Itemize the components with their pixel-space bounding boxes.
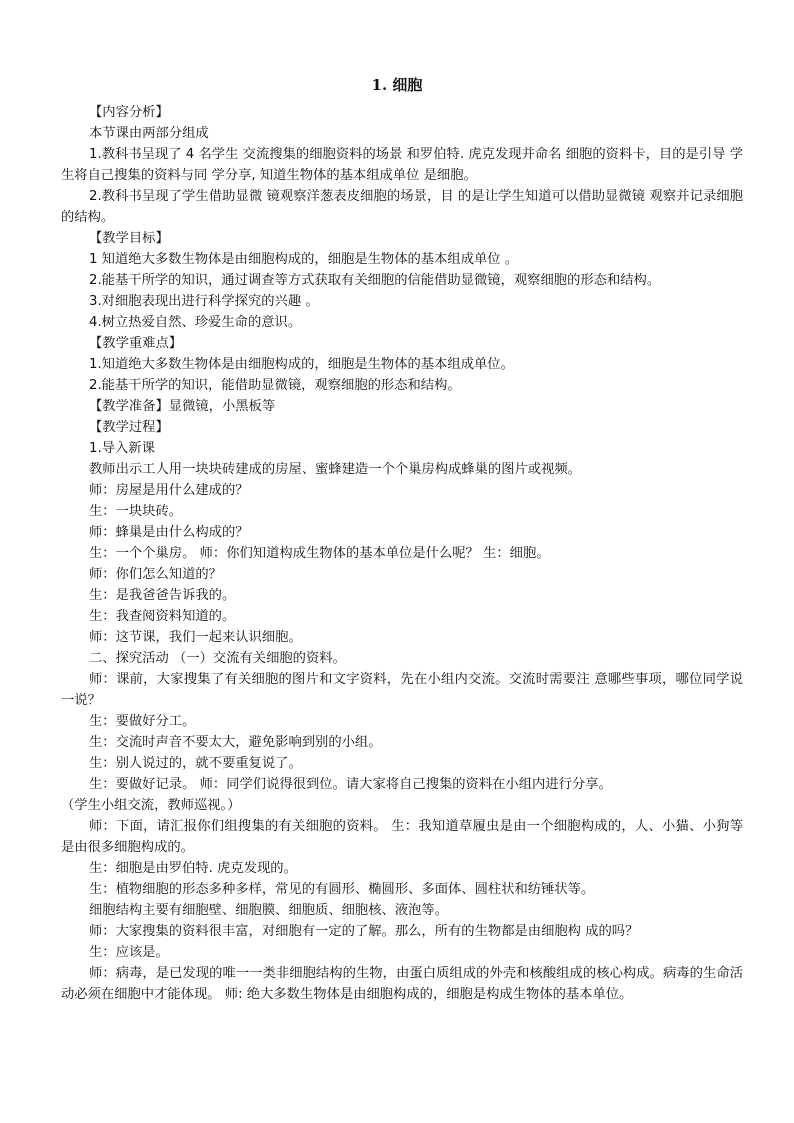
paragraph: 二、探究活动 （一）交流有关细胞的资料。: [89, 651, 346, 666]
paragraph: 生：要做好分工。: [89, 714, 196, 729]
paragraph: 生：别人说过的，就不要重复说了。: [89, 756, 302, 771]
paragraph: 师：房屋是用什么建成的？: [89, 483, 249, 498]
paragraph: 【教学重难点】: [89, 336, 183, 351]
paragraph: 师：课前，大家搜集了有关细胞的图片和文字资料，先在小组内交流。交流时需要注 意哪些事项，哪位同学说一说？: [61, 672, 743, 708]
paragraph: 1.导入新课: [89, 441, 155, 456]
paragraph: 本节课由两部分组成: [89, 126, 209, 141]
paragraph: 3.对细胞表现出进行科学探究的兴趣 。: [89, 294, 319, 309]
paragraph: 生：我查阅资料知道的。: [89, 609, 236, 624]
paragraph: 师：蜂巢是由什么构成的？: [89, 525, 249, 540]
paragraph: 生：细胞是由罗伯特. 虎克发现的。: [89, 861, 297, 876]
paragraph: 师：你们怎么知道的？: [89, 567, 222, 582]
paragraph: 生：一个个巢房。 师：你们知道构成生物体的基本单位是什么呢？ 生：细胞。: [89, 546, 550, 561]
paragraph: 生：植物细胞的形态多种多样，常见的有圆形、椭圆形、多面体、圆柱状和纺锤状等。: [89, 882, 595, 897]
paragraph: 生：应该是。: [89, 945, 169, 960]
paragraph: 2.能基干所学的知识，能借助显微镜，观察细胞的形态和结构。: [89, 378, 461, 393]
paragraph: 师：病毒，是已发现的唯一一类非细胞结构的生物，由蛋白质组成的外壳和核酸组成的核心构成。病毒的生命活动必须在细胞中才能体现。 师: 绝大多数生物体是由细胞构成的，细胞是构成生物体的基本单位。: [61, 966, 743, 1002]
paragraph: 【教学准备】显微镜，小黑板等: [89, 399, 276, 414]
paragraph: 1.知道绝大多数生物体是由细胞构成的，细胞是生物体的基本组成单位。: [89, 357, 514, 372]
paragraph: 教师出示工人用一块块砖建成的房屋、蜜蜂建造一个个巢房构成蜂巢的图片或视频。: [89, 462, 581, 477]
paragraph: 1 知道绝大多数生物体是由细胞构成的，细胞是生物体的基本组成单位 。: [89, 252, 519, 267]
paragraph: 细胞结构主要有细胞壁、细胞膜、细胞质、细胞核、液泡等。: [89, 903, 449, 918]
document-body: [61, 102, 743, 1005]
paragraph: 【内容分析】: [89, 105, 169, 120]
paragraph: 4.树立热爱自然、珍爱生命的意识。: [89, 315, 302, 330]
paragraph: 【教学目标】: [89, 231, 169, 246]
paragraph: 2.能基干所学的知识，通过调查等方式获取有关细胞的信能借助显微镜，观察细胞的形态和结构。: [89, 273, 661, 288]
paragraph: 生：交流时声音不要太大，避免影响到别的小组。: [89, 735, 382, 750]
paragraph: 【教学过程】: [89, 420, 169, 435]
paragraph: 师：这节课，我们一起来认识细胞。: [89, 630, 302, 645]
paragraph: 生：一块块砖。: [89, 504, 183, 519]
paragraph: 师：大家搜集的资料很丰富，对细胞有一定的了解。那么，所有的生物都是由细胞构 成的吗？: [89, 924, 639, 939]
paragraph: （学生小组交流，教师巡视。）: [61, 798, 241, 813]
paragraph: 2.教科书呈现了学生借助显微 镜观察洋葱表皮细胞的场景，目 的是让学生知道可以借助显微镜 观察并记录细胞的结构。: [61, 189, 743, 225]
paragraph: 生：是我爸爸告诉我的。: [89, 588, 236, 603]
paragraph: 1.教科书呈现了 4 名学生 交流搜集的细胞资料的场景 和罗伯特. 虎克发现并命名 细胞的资料卡，目的是引导 学生将自己搜集的资料与同 学分享, 知道生物体的基本组成单位 是细胞。: [61, 147, 743, 183]
page-title: 1. 细胞: [371, 76, 423, 94]
paragraph: 生：要做好记录。 师：同学们说得很到位。请大家将自己搜集的资料在小组内进行分享。: [89, 777, 612, 792]
paragraph: 师：下面，请汇报你们组搜集的有关细胞的资料。 生：我知道草履虫是由一个细胞构成的，人、小猫、小狗等是由很多细胞构成的。: [61, 819, 743, 855]
